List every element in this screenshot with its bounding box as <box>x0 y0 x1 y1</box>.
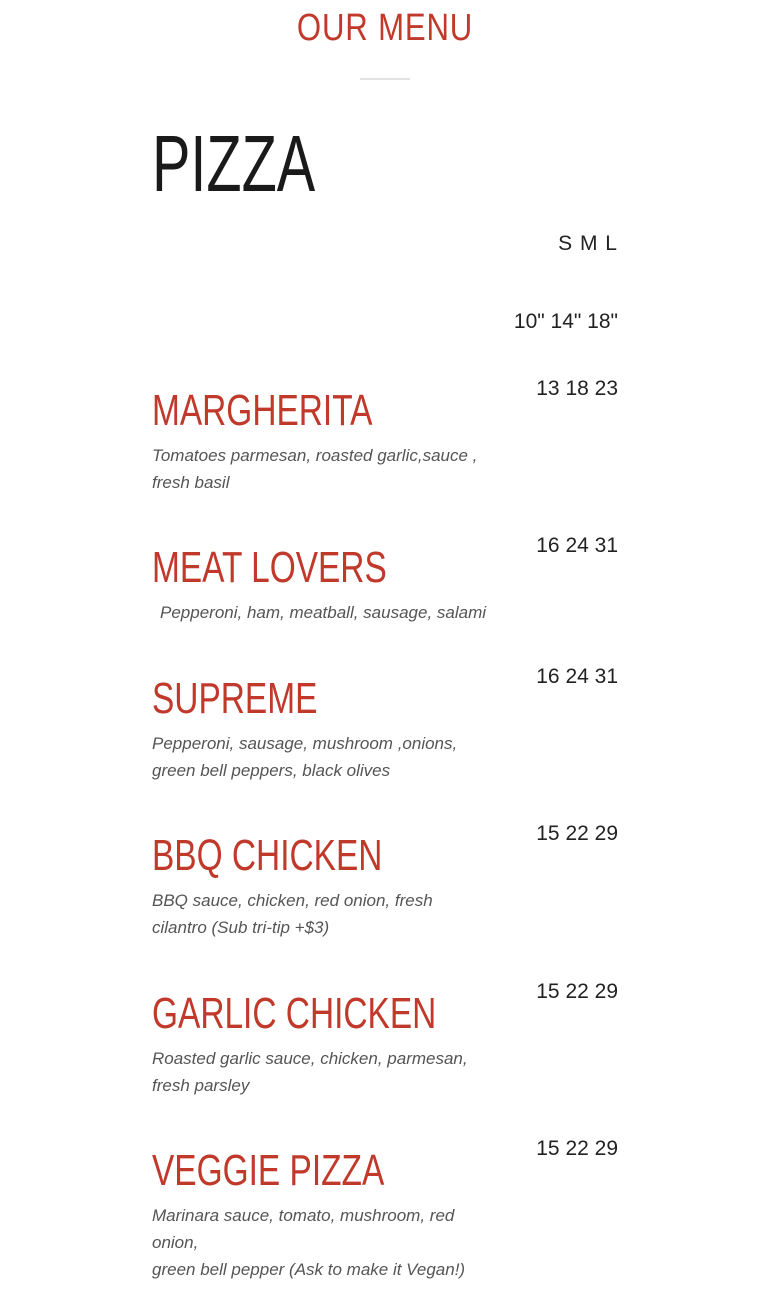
item-description: BBQ sauce, chicken, red onion, fresh cilantro (Sub tri-tip +$3) <box>152 891 433 937</box>
item-description <box>152 1202 466 1283</box>
item-prices: 15 22 29 <box>536 822 618 845</box>
item-description: Tomatoes parmesan, roasted garlic,sauce , fresh basil <box>152 446 478 492</box>
title-divider <box>360 78 410 80</box>
item-name: MEAT LOVERS <box>152 543 387 592</box>
page-title: OUR MENU <box>296 7 474 49</box>
size-inches: 10" 14" 18" <box>513 310 618 333</box>
item-description-line2: green bell pepper (Ask to make it Vegan!) <box>152 1260 466 1279</box>
item-name: BBQ CHICKEN <box>152 831 383 880</box>
item-description: Pepperoni, ham, meatball, sausage, salami <box>160 603 487 622</box>
section-title: PIZZA <box>152 119 316 208</box>
item-name: GARLIC CHICKEN <box>152 989 437 1038</box>
item-prices: 13 18 23 <box>536 377 618 400</box>
item-description-line1: Marinara sauce, tomato, mushroom, red onion, <box>152 1206 455 1252</box>
item-description: Roasted garlic sauce, chicken, parmesan, fresh parsley <box>152 1049 468 1095</box>
item-prices: 15 22 29 <box>536 980 618 1003</box>
item-name: VEGGIE PIZZA <box>152 1146 385 1195</box>
item-prices: 15 22 29 <box>536 1137 618 1160</box>
item-prices: 16 24 31 <box>536 534 618 557</box>
item-name: SUPREME <box>152 674 318 723</box>
size-letters: S M L <box>558 232 618 255</box>
item-description: Pepperoni, sausage, mushroom ,onions, green bell peppers, black olives <box>152 734 458 780</box>
item-name: MARGHERITA <box>152 386 373 435</box>
item-prices: 16 24 31 <box>536 665 618 688</box>
